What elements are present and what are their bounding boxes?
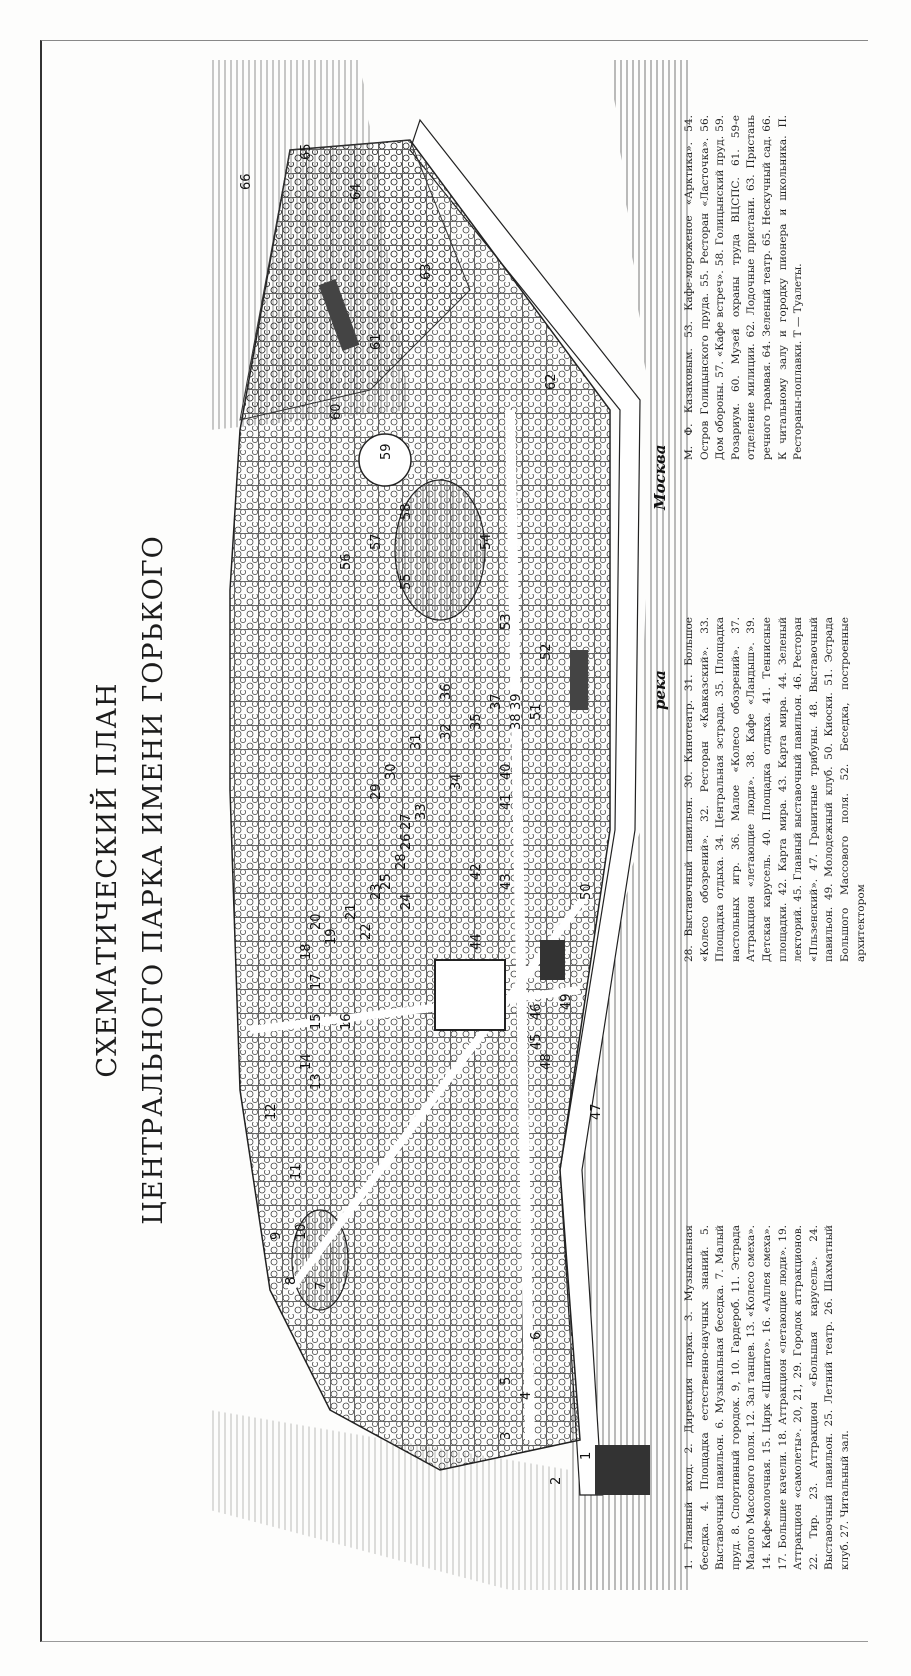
map-label-46: 46 [529,1003,544,1020]
map-label-13: 13 [309,1073,324,1090]
map-label-50: 50 [579,883,594,900]
map-label-63: 63 [419,263,434,280]
legend-column-2: 28. Выставочный павильон. 30. Кинотеатр. 31. Большое «Колесо обозрений». 32. Ресторан «Кавказский». 33. Площадка отдыха. 34. Центральная эстрада. 35. Площадка настольных игр. 36. Малое «Колесо обозрений». 37. Аттракцион «летающие люди». 38. Кафе «Ландыш». 39. Детская карусель. 40. Площадка отдыха. 41. Теннисные площадки. 42. Карта мира. 43. Карта мира. 44. Зеленый лекторий. 45. Главный выставочный павильон. 46. Ресторан «Пльзенский». 47. Гранитные трибуны. 48. Выставочный павильон. 49. Молодежный клуб. 50. Киоски. 51. Эстрада Большого Массового поля. 52. Беседка, построенные архитектором [683,617,867,962]
restaurant-building [570,650,588,710]
exhibition-pavilion [540,940,565,980]
map-label-30: 30 [384,763,399,780]
map-label-2: 2 [549,1476,564,1485]
map-label-57: 57 [369,533,384,550]
map-label-3: 3 [499,1431,514,1440]
map-label-14: 14 [299,1053,314,1070]
map-label-64: 64 [349,183,364,200]
map-label-9: 9 [269,1231,284,1240]
map-label-24: 24 [399,893,414,910]
map-label-31: 31 [409,733,424,750]
map-label-49: 49 [559,993,574,1010]
map-label-40: 40 [499,763,514,780]
map-label-10: 10 [294,1223,309,1240]
map-label-4: 4 [519,1391,534,1400]
map-label-34: 34 [449,773,464,790]
map-label-44: 44 [469,933,484,950]
map-label-52: 52 [539,643,554,660]
map-label-29: 29 [369,783,384,800]
rosarium [359,434,411,486]
map-label-19: 19 [324,928,339,945]
rotated-content [60,50,867,1590]
map-label-22: 22 [359,923,374,940]
map-label-59: 59 [379,443,394,460]
map-label-11: 11 [289,1163,304,1180]
map-label-16: 16 [339,1013,354,1030]
map-label-39: 39 [509,693,524,710]
river-name-label: Москва [651,444,669,510]
map-label-17: 17 [309,973,324,990]
map-label-51: 51 [529,703,544,720]
map-label-5: 5 [499,1376,514,1385]
map-title [85,500,177,1260]
main-entrance [595,1445,650,1495]
central-parterre [435,960,505,1030]
map-label-21: 21 [344,903,359,920]
map-label-38: 38 [509,713,524,730]
map-label-20: 20 [309,913,324,930]
legend-column-1: 1. Главный вход. 2. Дирекция парка. 3. Музыкальная беседка. 4. Площадка естественно-научных знаний. 5. Выставочный павильон. 6. Музыкальная беседка. 7. Малый пруд. 8. Спортивный городок. 9, 10. Гардероб. 11. Эстрада Малого Массового поля. 12. Зал танцев. 13. «Колесо смеха». 14. Кафе-молочная. 15. Цирк «Шапито». 16. «Аллея смеха». 17. Большие качели. 18. Аттракцион «летающие люди». 19. Аттракцион «самолеты». 20, 21, 29. Городок аттракционов. 22. Тир. 23. Аттракцион «Большая карусель». 24. Выставочный павильон. 25. Летний театр. 26. Шахматный клуб. 27. Читальный зал. [683,1225,851,1570]
map-label-12: 12 [264,1103,279,1120]
map-label-23: 23 [369,883,384,900]
map-label-55: 55 [399,573,414,590]
map-label-36: 36 [439,683,454,700]
map-label-54: 54 [479,533,494,550]
golitsyn-pond [395,480,485,620]
map-label-61: 61 [369,333,384,350]
map-label-6: 6 [529,1331,544,1340]
map-label-65: 65 [299,143,314,160]
river-word-label: река [651,670,669,710]
map-label-48: 48 [539,1053,554,1070]
map-label-33: 33 [414,803,429,820]
map-label-53: 53 [499,613,514,630]
map-label-18: 18 [299,943,314,960]
park-map [210,60,690,1590]
map-label-1: 1 [579,1451,594,1460]
park-map-drawing [210,60,690,1590]
map-label-47: 47 [589,1103,604,1120]
map-label-56: 56 [339,553,354,570]
map-label-28: 28 [394,853,409,870]
map-label-58: 58 [399,503,414,520]
map-label-32: 32 [439,723,454,740]
map-label-26: 26 [399,833,414,850]
map-label-45: 45 [529,1033,544,1050]
title-line-2: ЦЕНТРАЛЬНОГО ПАРКА ИМЕНИ ГОРЬКОГО [138,535,169,1225]
map-label-8: 8 [284,1276,299,1285]
map-label-43: 43 [499,873,514,890]
map-label-7: 7 [314,1281,329,1290]
map-label-27: 27 [399,813,414,830]
legend-column-3: М. Ф. Казаковым. 53. Кафе-мороженое «Арктика». 54. Остров Голицынского пруда. 55. Ресторан «Ласточка». 56. Дом обороны. 57. «Кафе встреч». 58. Голицынский пруд. 59. Розариум. 60. Музей охраны труда ВЦСПС. 61. 59-е отделение милиции. 62. Лодочные пристани. 63. Пристань речного трамвая. 64. Зеленый театр. 65. Нескучный сад. 66. К читальному залу и городку пионера и школьника. П. Рестораны-поплавки. Т — Туалеты. [683,115,805,460]
map-label-41: 41 [499,793,514,810]
map-label-42: 42 [469,863,484,880]
map-label-25: 25 [379,873,394,890]
map-label-66: 66 [239,173,254,190]
map-label-35: 35 [469,713,484,730]
map-label-15: 15 [309,1013,324,1030]
map-label-37: 37 [489,693,504,710]
title-line-1: СХЕМАТИЧЕСКИЙ ПЛАН [92,682,123,1078]
map-label-60: 60 [329,403,344,420]
map-label-62: 62 [544,373,559,390]
